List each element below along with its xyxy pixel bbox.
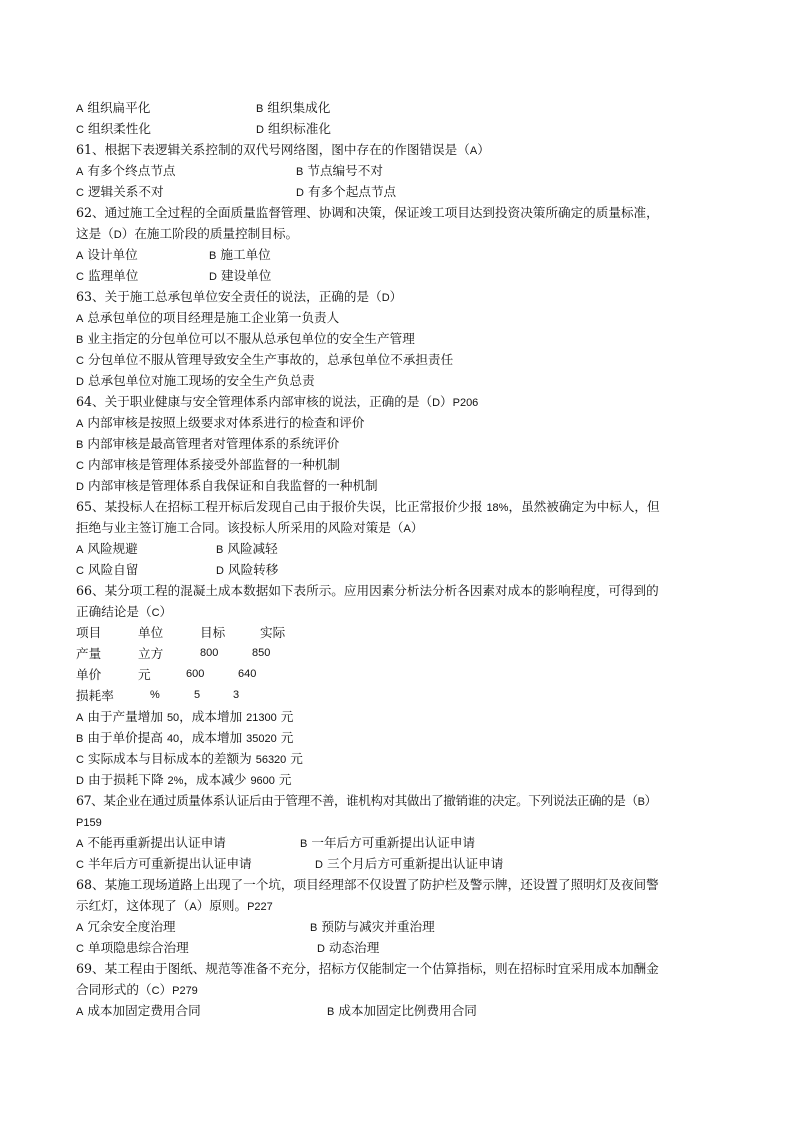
q64-option-c (76, 454, 721, 475)
option-letter: A (76, 313, 84, 325)
page-reference: P227 (247, 901, 273, 913)
option-letter: C (76, 943, 84, 955)
option-b (296, 160, 383, 183)
option-d (216, 559, 278, 582)
q66-stem-line-2 (76, 601, 721, 622)
option-letter: C (76, 187, 84, 199)
option-letter: B (310, 922, 318, 934)
option-text: 元 (286, 751, 303, 766)
option-d (296, 181, 396, 204)
answer-letter: C (151, 607, 160, 619)
answer-letter: D (381, 292, 390, 304)
option-a-text: 风险规避 (87, 541, 138, 556)
q67-options-row-2 (76, 853, 721, 874)
percent-value: 18% (486, 502, 509, 514)
option-text: 实际成本与目标成本的差额为 (87, 751, 256, 766)
question-stem: 65、某投标人在招标工程开标后发现自己由于报价失误，比正常报价少报 (76, 499, 487, 514)
option-b (209, 244, 271, 267)
q61-options-row-1 (76, 160, 721, 181)
option-c-text: 分包单位不服从管理导致安全生产事故的，总承包单位不承担责任 (87, 352, 454, 367)
question-stem-end: ） (389, 289, 403, 304)
option-d-text: 组织标准化 (267, 121, 331, 136)
option-letter: C (76, 271, 84, 283)
option-number: 56320 (255, 754, 287, 766)
option-a-text: 设计单位 (87, 247, 138, 262)
table-cell: 立方 (138, 646, 164, 661)
page-reference: P206 (452, 397, 479, 409)
option-d (317, 937, 379, 960)
answer-letter: B (637, 796, 645, 808)
option-letter: B (76, 733, 84, 745)
option-text: ，成本减少 (183, 772, 251, 787)
option-number: 21300 (246, 712, 277, 724)
option-letter: B (76, 439, 84, 451)
q65-stem-line-2 (76, 517, 721, 538)
option-d (315, 853, 503, 876)
option-b-text: 节点编号不对 (307, 163, 383, 178)
q62-stem-line-2 (76, 223, 721, 244)
table-cell: 850 (252, 647, 271, 659)
question-stem: 正确结论是（ (76, 604, 152, 619)
question-stem: 拒绝与业主签订施工合同。该投标人所采用的风险对策是（ (76, 520, 404, 535)
option-c-text: 单项隐患综合治理 (87, 940, 189, 955)
option-letter: D (296, 187, 304, 199)
option-d-text: 风险转移 (227, 562, 279, 577)
option-letter: D (315, 859, 323, 871)
option-a-text: 不能再重新提出认证申请 (87, 835, 226, 850)
option-letter: D (256, 124, 264, 136)
option-letter: A (76, 922, 84, 934)
option-letter: B (296, 166, 304, 178)
q68-options-row-1 (76, 916, 721, 937)
q68-options-row-2 (76, 937, 721, 958)
option-letter: D (76, 481, 84, 493)
page-reference: P159 (76, 817, 102, 829)
table-cell: 3 (233, 689, 240, 701)
option-b-text: 风险减轻 (227, 541, 278, 556)
q60-options-row-2 (76, 118, 721, 139)
question-stem: 68、某施工现场道路上出现了一个坑，项目经理部不仅设置了防护栏及警示牌，还设置了照明灯及夜间警 (76, 877, 659, 892)
q61-stem (76, 139, 721, 160)
option-d-text: 建设单位 (220, 268, 272, 283)
option-letter: B (76, 334, 84, 346)
table-header-cell: 目标 (200, 625, 226, 640)
option-letter: A (76, 1006, 84, 1018)
question-stem: 合同形式的（ (76, 982, 152, 997)
option-b (327, 1000, 477, 1023)
q62-stem-line-1 (76, 202, 721, 223)
option-number: 50 (166, 712, 180, 724)
option-text: 元 (276, 730, 294, 745)
q66-option-d (76, 769, 721, 790)
q65-stem-line-1 (76, 496, 721, 517)
q68-stem-line-1 (76, 874, 721, 895)
option-letter: C (76, 460, 84, 472)
table-cell: 损耗率 (76, 688, 114, 703)
table-cell: % (150, 689, 160, 701)
q69-options-row-1 (76, 1000, 721, 1021)
table-row (76, 685, 721, 706)
question-stem-end: ） (477, 142, 490, 157)
option-letter: C (76, 124, 84, 136)
question-stem-end: ）原则。 (196, 898, 248, 913)
option-letter: D (209, 271, 217, 283)
option-letter: A (76, 712, 84, 724)
q60-options-row-1 (76, 97, 721, 118)
q66-option-a (76, 706, 721, 727)
q65-options-row-1 (76, 538, 721, 559)
q63-option-b (76, 328, 721, 349)
answer-letter: C (151, 985, 160, 997)
answer-letter: D (432, 397, 441, 409)
table-cell: 600 (186, 668, 205, 680)
option-b-text: 预防与减灾并重治理 (321, 919, 435, 934)
table-cell: 5 (194, 689, 201, 701)
option-b (216, 538, 278, 561)
question-stem-end: ） (410, 520, 424, 535)
option-c-text: 逻辑关系不对 (87, 184, 164, 199)
question-stem-end: ） (440, 394, 453, 409)
cost-table-header (76, 622, 721, 643)
answer-letter: D (113, 229, 122, 241)
q62-options-row-1 (76, 244, 721, 265)
q62-options-row-2 (76, 265, 721, 286)
q66-option-b (76, 727, 721, 748)
question-stem-end: ） (159, 982, 173, 997)
page-reference: P279 (172, 985, 198, 997)
option-d-text: 总承包单位对施工现场的安全生产负总责 (87, 373, 315, 388)
q67-page-ref-line (76, 811, 721, 832)
option-number: 40 (166, 733, 180, 745)
option-d-text: 有多个起点节点 (307, 184, 397, 199)
option-letter: A (76, 838, 84, 850)
option-a-text: 内部审核是按照上级要求对体系进行的检查和评价 (87, 415, 365, 430)
option-number: 2% (167, 775, 184, 787)
question-stem: 63、关于施工总承包单位安全责任的说法，正确的是（ (76, 289, 382, 304)
q63-option-d (76, 370, 721, 391)
question-stem: 67、某企业在通过质量体系认证后由于管理不善，谁机构对其做出了撤销谁的决定。下列说法正确的是（ (76, 793, 638, 808)
question-stem: 示红灯，这体现了（ (76, 898, 190, 913)
answer-letter: A (189, 901, 197, 913)
option-letter: B (209, 250, 217, 262)
table-header-cell: 单位 (138, 625, 164, 640)
q69-stem-line-2 (76, 979, 721, 1000)
option-b-text: 成本加固定比例费用合同 (338, 1003, 477, 1018)
option-text: ，成本增加 (179, 709, 247, 724)
question-stem-end: ） (159, 604, 173, 619)
exam-page (76, 97, 721, 1021)
option-letter: D (76, 775, 84, 787)
q67-options-row-1 (76, 832, 721, 853)
option-letter: B (256, 103, 264, 115)
q61-options-row-2 (76, 181, 721, 202)
option-d (256, 118, 331, 141)
option-letter: A (76, 166, 84, 178)
option-a-text: 冗余安全度治理 (87, 919, 176, 934)
question-stem: ，虽然被确定为中标人，但 (508, 499, 660, 514)
q64-option-a (76, 412, 721, 433)
question-stem: 这是（ (76, 226, 114, 241)
question-stem: 62、通过施工全过程的全面质量监督管理、协调和决策，保证竣工项目达到投资决策所确定的质量标准， (76, 205, 659, 220)
option-text: ，成本增加 (179, 730, 247, 745)
q64-option-b (76, 433, 721, 454)
option-b-text: 施工单位 (220, 247, 271, 262)
option-text: 由于损耗下降 (87, 772, 168, 787)
option-text: 由于产量增加 (87, 709, 167, 724)
table-cell: 产量 (76, 646, 102, 661)
question-stem: 69、某工程由于图纸、规范等准备不充分，招标方仅能制定一个估算指标，则在招标时宜采用成本加酬金 (76, 961, 659, 976)
q67-stem (76, 790, 721, 811)
option-letter: A (76, 418, 84, 430)
option-b-text: 内部审核是最高管理者对管理体系的系统评价 (87, 436, 340, 451)
option-c-text: 风险自留 (87, 562, 139, 577)
q69-stem-line-1 (76, 958, 721, 979)
q68-stem-line-2 (76, 895, 721, 916)
option-letter: A (76, 544, 84, 556)
option-d (209, 265, 271, 288)
option-c-text: 内部审核是管理体系接受外部监督的一种机制 (87, 457, 340, 472)
table-cell: 640 (238, 668, 257, 680)
answer-letter: A (469, 145, 478, 157)
question-stem: 64、关于职业健康与安全管理体系内部审核的说法，正确的是（ (76, 394, 433, 409)
option-c-text: 半年后方可重新提出认证申请 (87, 856, 252, 871)
q63-stem (76, 286, 721, 307)
option-c-text: 组织柔性化 (87, 121, 151, 136)
table-cell: 元 (138, 667, 151, 682)
option-d-text: 三个月后方可重新提出认证申请 (326, 856, 504, 871)
answer-letter: A (403, 523, 411, 535)
option-b (310, 916, 435, 939)
q63-option-a (76, 307, 721, 328)
option-text: 元 (274, 772, 292, 787)
q66-option-c (76, 748, 721, 769)
q63-option-c (76, 349, 721, 370)
option-letter: A (76, 250, 84, 262)
option-letter: C (76, 754, 84, 766)
option-a-text: 有多个终点节点 (87, 163, 176, 178)
table-cell: 800 (200, 647, 219, 659)
option-number: 9600 (250, 775, 275, 787)
option-b (300, 832, 475, 855)
option-a-text: 成本加固定费用合同 (87, 1003, 201, 1018)
q64-stem (76, 391, 721, 412)
question-stem-end: ） (644, 793, 657, 808)
option-text: 元 (276, 709, 294, 724)
question-stem-end: ）在施工阶段的质量控制目标。 (121, 226, 299, 241)
option-letter: C (76, 859, 84, 871)
option-a-text: 组织扁平化 (87, 100, 151, 115)
question-stem: 66、某分项工程的混凝土成本数据如下表所示。应用因素分析法分析各因素对成本的影响程度，可得到的 (76, 583, 659, 598)
option-letter: C (76, 565, 84, 577)
q65-options-row-2 (76, 559, 721, 580)
q66-stem-line-1 (76, 580, 721, 601)
option-b (256, 97, 330, 120)
option-b-text: 业主指定的分包单位可以不服从总承包单位的安全生产管理 (87, 331, 415, 346)
option-b-text: 一年后方可重新提出认证申请 (311, 835, 476, 850)
table-header-cell: 实际 (260, 625, 286, 640)
option-letter: D (317, 943, 325, 955)
table-row (76, 643, 721, 664)
option-b-text: 组织集成化 (267, 100, 331, 115)
option-letter: B (327, 1006, 335, 1018)
option-letter: C (76, 355, 84, 367)
option-letter: A (76, 103, 84, 115)
option-number: 35020 (246, 733, 277, 745)
option-letter: B (300, 838, 308, 850)
table-row (76, 664, 721, 685)
q64-option-d (76, 475, 721, 496)
option-d-text: 内部审核是管理体系自我保证和自我监督的一种机制 (87, 478, 378, 493)
option-a-text: 总承包单位的项目经理是施工企业第一负责人 (87, 310, 340, 325)
option-c-text: 监理单位 (87, 268, 139, 283)
option-letter: B (216, 544, 224, 556)
question-stem: 61、根据下表逻辑关系控制的双代号网络图，图中存在的作图错误是（ (76, 142, 470, 157)
table-cell: 单价 (76, 667, 102, 682)
table-header-cell: 项目 (76, 625, 102, 640)
option-letter: D (216, 565, 224, 577)
option-d-text: 动态治理 (328, 940, 380, 955)
option-text: 由于单价提高 (87, 730, 167, 745)
option-letter: D (76, 376, 84, 388)
